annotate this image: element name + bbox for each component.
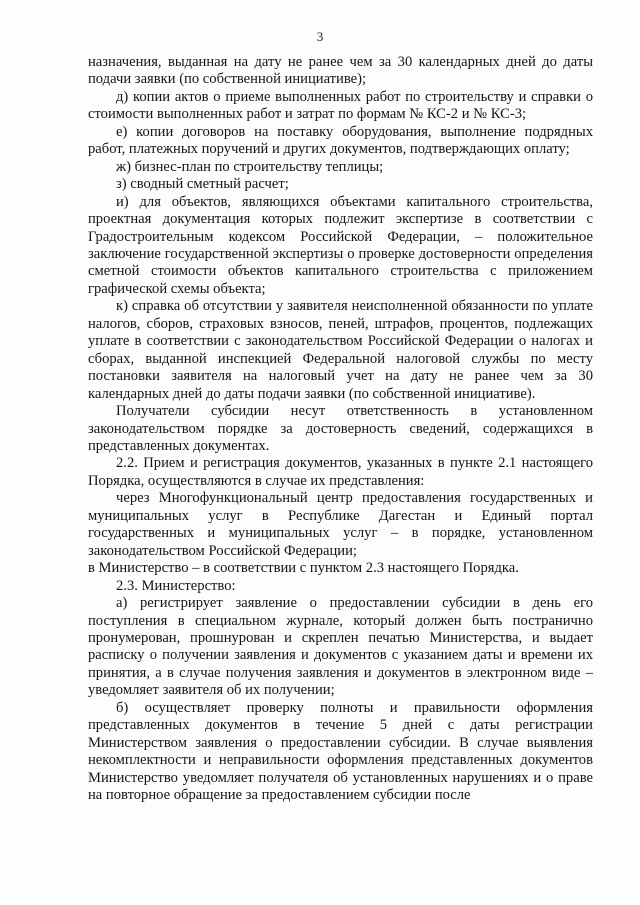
paragraph: б) осуществляет проверку полноты и правильности оформления представленных документов в течение 5 дней с даты регистрации Министерством заявления о предоставлении субсидии. В случае выявления некомплектности и неправильности оформления представленных документов Министерство уведомляет получателя об установленных нарушениях и о праве на повторное обращение за предоставлением субсидии после — [88, 699, 593, 804]
paragraph: в Министерство – в соответствии с пунктом 2.3 настоящего Порядка. — [88, 560, 519, 577]
paragraph: 2.2. Прием и регистрация документов, указанных в пункте 2.1 настоящего Порядка, осуществляются в случае их представления: — [88, 455, 593, 489]
page-number: 3 — [316, 29, 324, 44]
paragraph: к) справка об отсутствии у заявителя неисполненной обязанности по уплате налогов, сборов, страховых взносов, пеней, штрафов, процентов, подлежащих уплате в соответствии с законодательством Российской Федерации о налогах и сборах, выданной инспекцией Федеральной налоговой службы по месту постановки заявителя на налоговый учет на дату не ранее чем за 30 календарных дней до даты подачи заявки (по собственной инициативе). — [88, 298, 593, 402]
paragraph: а) регистрирует заявление о предоставлении субсидии в день его поступления в специальном журнале, который должен быть постранично пронумерован, прошнурован и скреплен печатью Министерства, и выдает расписку о получении заявления и документов с указанием даты и времени их принятия, а в случае получения заявления и документов в электронном виде – уведомляет заявителя об их получении; — [88, 595, 593, 699]
paragraph: через Многофункциональный центр предоставления государственных и муниципальных услуг в Республике Дагестан и Единый портал государственных и муниципальных услуг – в порядке, установленном законодательством Российской Федерации; — [88, 490, 593, 559]
paragraph: Получатели субсидии несут ответственность в установленном законодательством порядке за достоверность сведений, содержащихся в представленных документах. — [88, 403, 593, 454]
paragraph: и) для объектов, являющихся объектами капитального строительства, проектная документация которых подлежит экспертизе в соответствии с Градостроительным кодексом Российской Федерации, – положительное заключение государственной экспертизы о проверке достоверности определения сметной стоимости объектов капитального строительства с приложением графической схемы объекта; — [88, 193, 593, 297]
paragraph: 2.3. Министерство: — [116, 577, 236, 594]
document-body — [88, 54, 593, 804]
paragraph: з) сводный сметный расчет; — [116, 176, 289, 193]
paragraph: д) копии актов о приеме выполненных работ по строительству и справки о стоимости выполненных работ и затрат по формам № КС-2 и № КС-3; — [88, 88, 593, 123]
paragraph: е) копии договоров на поставку оборудования, выполнение подрядных работ, платежных поручений и других документов, подтверждающих оплату; — [88, 123, 593, 158]
paragraph: ж) бизнес-план по строительству теплицы; — [116, 158, 384, 175]
paragraph: назначения, выданная на дату не ранее чем за 30 календарных дней до даты подачи заявки (по собственной инициативе); — [88, 54, 593, 88]
